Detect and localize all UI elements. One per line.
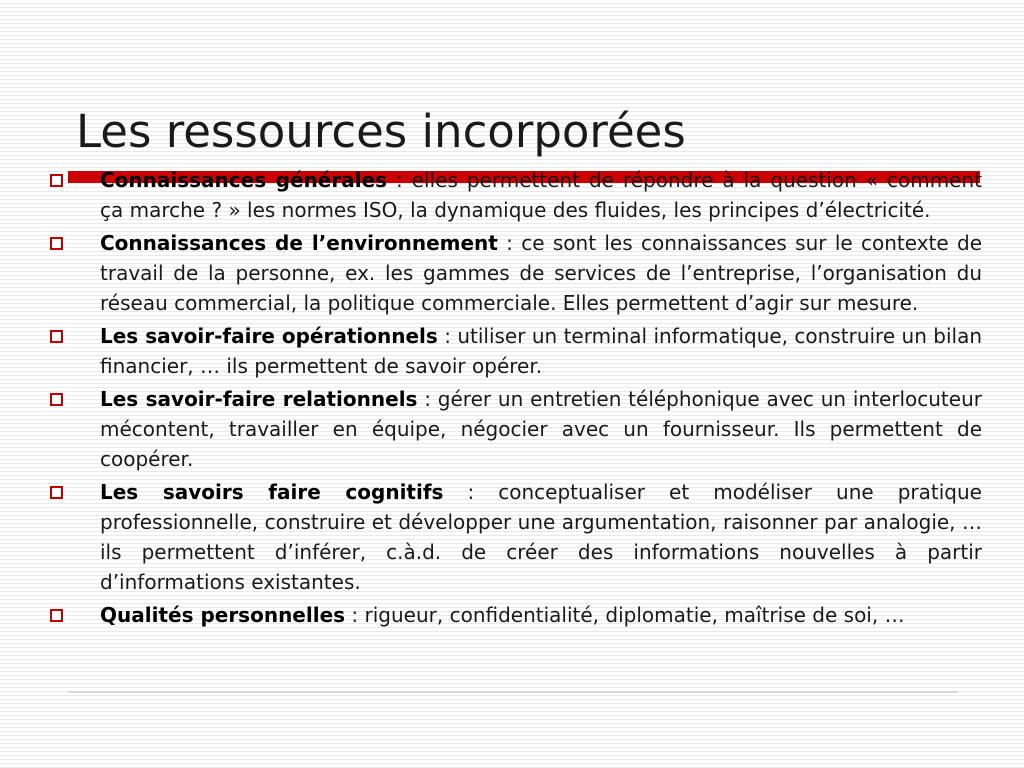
hollow-square-bullet-icon [50,330,63,343]
bullet-term: Connaissances de l’environnement [100,231,498,255]
bullet-term: Qualités personnelles [100,603,346,627]
bullet-text: : ce sont les connaissances sur le contexte de travail de la personne, ex. les gammes de services de l’entreprise, l’organisation du réseau commercial, la politique commerciale. Elles permettent d’agir sur mesure. [100,231,983,315]
slide-title: Les ressources incorporées [76,105,686,158]
bullet-item-savoirs-faire-cognitifs [40,477,982,597]
bullet-text: : gérer un entretien téléphonique avec un interlocuteur mécontent, travailler en équipe, négocier avec un fournisseur. Ils permettent de coopérer. [100,387,982,471]
hollow-square-bullet-icon [50,486,63,499]
bullet-term: Les savoir-faire relationnels [100,387,418,411]
footer-divider [68,691,958,693]
bullet-list [40,165,982,633]
bullet-text: : elles permettent de répondre à la question « comment ça marche ? » les normes ISO, la dynamique des fluides, les principes d’électricité. [100,168,982,222]
bullet-term: Connaissances générales [100,168,388,192]
hollow-square-bullet-icon [50,237,63,250]
bullet-item-qualites-personnelles [40,600,982,630]
hollow-square-bullet-icon [50,393,63,406]
bullet-item-connaissances-environnement [40,228,982,318]
hollow-square-bullet-icon [50,609,63,622]
bullet-item-savoir-faire-relationnels [40,384,982,474]
bullet-text: : conceptualiser et modéliser une pratique professionnelle, construire et développer une argumentation, raisonner par analogie, … ils permettent d’inférer, c.à.d. de créer des informations nouvelles à partir d’informations existantes. [100,480,982,594]
bullet-text: : utiliser un terminal informatique, construire un bilan financier, … ils permettent de savoir opérer. [100,324,982,378]
hollow-square-bullet-icon [50,174,63,187]
bullet-term: Les savoir-faire opérationnels [100,324,438,348]
bullet-item-connaissances-generales [40,165,982,225]
bullet-item-savoir-faire-operationnels [40,321,982,381]
bullet-text: : rigueur, confidentialité, diplomatie, maîtrise de soi, … [345,603,905,627]
bullet-term: Les savoirs faire cognitifs [100,480,444,504]
